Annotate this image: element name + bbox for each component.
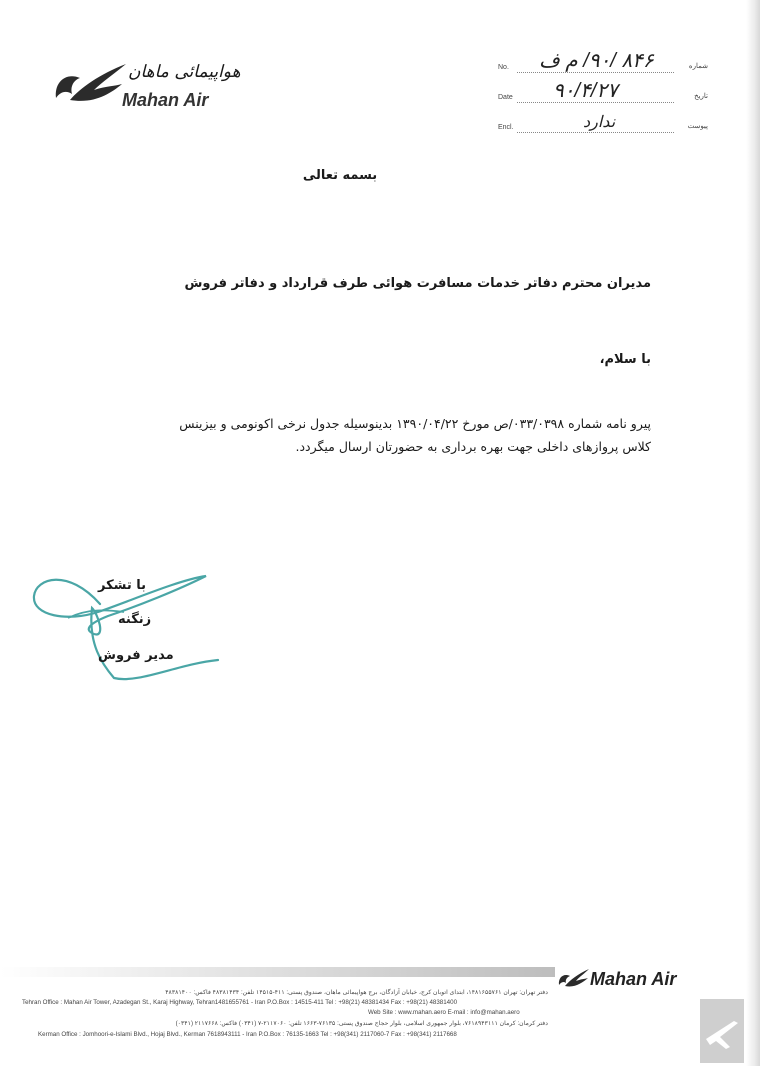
- number-value: ۸۴۶ /۹۰/ م ف: [539, 50, 654, 72]
- number-field: [495, 50, 710, 78]
- enclosure-value: ندارد: [583, 114, 616, 131]
- signer-title: مدیر فروش: [98, 648, 174, 663]
- footer-tehran-en: Tehran Office : Mahan Air Tower, Azadegan St., Karaj Highway, Tehran1481655761 - Iran P.O.Box : 14515-411 Tel : +98(21) 48381434 Fax : +98(21) 48381400: [22, 999, 458, 1006]
- footer-web: Web Site : www.mahan.aero E-mail : info@mahan.aero: [368, 1009, 520, 1016]
- letter-footer: [0, 967, 760, 1066]
- letter-addressee: مدیران محترم دفاتر خدمات مسافرت هوائی طرف قرارداد و دفاتر فروش: [184, 276, 651, 291]
- enclosure-label-en: Encl.: [498, 124, 514, 131]
- footer-tehran-fa: دفتر تهران: تهران ۱۴۸۱۶۵۵۷۶۱، ابتدای اتوبان کرج، خیابان آزادگان، برج هواپیمائی ماهان، صندوق پستی: ۴۱۱-۱۴۵۱۵ تلفن: ۴۸۳۸۱۴۳۴ فاکس: ۴۸۳۸۱۴۰۰: [165, 989, 548, 996]
- footer-bar: [0, 967, 555, 977]
- number-label-en: No.: [498, 64, 509, 71]
- mahan-air-logo: [50, 60, 240, 120]
- mahan-bird-icon: [50, 60, 128, 112]
- aircraft-tail-graphic: [700, 999, 744, 1063]
- reference-fields: [495, 50, 710, 144]
- date-value: ۹۰/۴/۲۷: [553, 80, 618, 102]
- logo-text-fa: هواپیمائی ماهان: [128, 62, 241, 82]
- letter-body-line-2: کلاس پروازهای داخلی جهت بهره برداری به حضورتان ارسال میگردد.: [295, 439, 651, 454]
- enclosure-field: [495, 114, 710, 138]
- signer-name: زنگنه: [118, 612, 152, 627]
- letter-greeting: با سلام،: [599, 352, 651, 367]
- logo-text-en: Mahan Air: [122, 90, 209, 110]
- footer-kerman-en: Kerman Office : Jomhoori-e-Islami Blvd., Hojaj Blvd., Kerman 7618943111 - Iran P.O.Box : 76135-1663 Tel : +98(341) 2117060-7 Fax : +98(341) 2117668: [38, 1031, 457, 1038]
- letter-body: [91, 412, 651, 458]
- letter-body-line-1: پیرو نامه شماره ۰۳۳/۰۳۹۸/ص مورخ ۱۳۹۰/۰۴/۲۲ بدینوسیله جدول نرخی اکونومی و بیزینس: [179, 416, 651, 431]
- page-edge-shadow: [746, 0, 760, 1066]
- enclosure-label-fa: پیوست: [687, 123, 708, 130]
- date-field: [495, 80, 710, 108]
- closing-text: با تشکر: [98, 578, 147, 593]
- footer-kerman-fa: دفتر کرمان: کرمان ۷۶۱۸۹۴۳۱۱۱، بلوار جمهوری اسلامی، بلوار حجاج صندوق پستی: ۷۶۱۳۵-۱۶۶۳ تلفن: ۲۱۱۷۰۶۰-۷ (۰۳۴۱) فاکس: ۲۱۱۷۶۶۸ (۰۳۴۱): [175, 1020, 548, 1027]
- airplane-icon: [700, 999, 744, 1063]
- date-label-en: Date: [498, 94, 513, 101]
- footer-logo: [556, 967, 706, 993]
- footer-bird-icon: [556, 967, 590, 991]
- enclosure-line: [517, 132, 674, 133]
- date-label-fa: تاریخ: [694, 93, 708, 100]
- number-label-fa: شماره: [688, 63, 708, 70]
- footer-logo-text: Mahan Air: [590, 969, 677, 989]
- letter-heading: بسمه تعالی: [302, 168, 378, 183]
